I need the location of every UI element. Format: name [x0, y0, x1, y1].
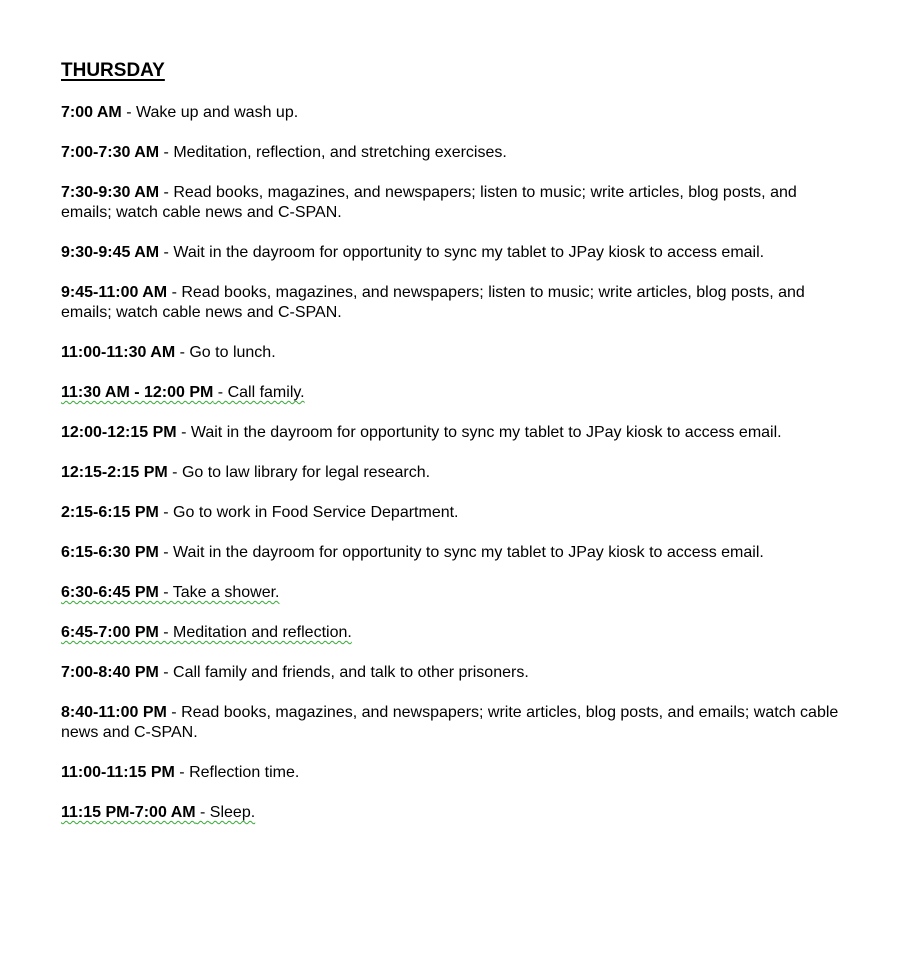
- entry-separator: -: [175, 344, 190, 361]
- entry-separator: -: [195, 804, 210, 821]
- entry-text: Wait in the dayroom for opportunity to sync my tablet to JPay kiosk to access email.: [173, 244, 765, 261]
- entry-time: 12:00-12:15 PM: [61, 424, 177, 441]
- schedule-entry-8: [61, 463, 851, 483]
- entry-separator: -: [158, 664, 174, 681]
- schedule-entry-14: [61, 703, 851, 743]
- entry-text: Call family.: [227, 384, 305, 401]
- entry-time: 9:30-9:45 AM: [61, 244, 160, 261]
- entry-time: 7:30-9:30 AM: [61, 184, 160, 201]
- schedule-entry-13: [61, 663, 851, 683]
- entry-separator: -: [158, 504, 174, 521]
- entry-text: Read books, magazines, and newspapers; write articles, blog posts, and emails; watch cable news and C-SPAN.: [61, 704, 839, 741]
- schedule-entry-0: [61, 103, 851, 123]
- entry-text: Wait in the dayroom for opportunity to sync my tablet to JPay kiosk to access email.: [173, 544, 764, 561]
- schedule-entry-6: [61, 383, 851, 403]
- document-page: [61, 59, 851, 843]
- entry-text: Wait in the dayroom for opportunity to sync my tablet to JPay kiosk to access email.: [190, 424, 782, 441]
- entry-separator: -: [158, 584, 173, 601]
- entry-time: 9:45-11:00 AM: [61, 284, 168, 301]
- schedule-entry-7: [61, 423, 851, 443]
- entry-text: Call family and friends, and talk to other prisoners.: [173, 664, 529, 681]
- day-heading: THURSDAY: [61, 60, 165, 81]
- entry-separator: -: [159, 184, 174, 201]
- entry-time: 7:00 AM: [61, 104, 122, 121]
- schedule-entry-11: [61, 583, 851, 603]
- entry-text: Go to lunch.: [189, 344, 276, 361]
- entry-time: 6:45-7:00 PM: [61, 624, 159, 641]
- entry-separator: -: [158, 624, 174, 641]
- entry-text: Read books, magazines, and newspapers; listen to music; write articles, blog posts, and emails; watch cable news and C-SPAN.: [61, 284, 805, 321]
- entry-separator: -: [213, 384, 228, 401]
- schedule-entry-15: [61, 763, 851, 783]
- entry-time: 11:30 AM - 12:00 PM: [61, 384, 214, 401]
- entry-text: Sleep.: [209, 804, 256, 821]
- spellcheck-underline: [61, 804, 255, 821]
- entry-separator: -: [167, 284, 182, 301]
- spellcheck-underline: [61, 584, 280, 601]
- entry-separator: -: [121, 104, 136, 121]
- spellcheck-underline: [61, 624, 352, 641]
- entry-text: Wake up and wash up.: [135, 104, 299, 121]
- entry-text: Go to law library for legal research.: [181, 464, 431, 481]
- entry-time: 6:15-6:30 PM: [61, 544, 159, 561]
- entry-time: 6:30-6:45 PM: [61, 584, 159, 601]
- entry-time: 11:15 PM-7:00 AM: [61, 804, 196, 821]
- entry-separator: -: [158, 544, 174, 561]
- schedule-entry-12: [61, 623, 851, 643]
- schedule-entry-3: [61, 243, 851, 263]
- schedule-entry-1: [61, 143, 851, 163]
- schedule-entry-10: [61, 543, 851, 563]
- schedule-entry-5: [61, 343, 851, 363]
- entry-time: 8:40-11:00 PM: [61, 704, 167, 721]
- schedule-entry-4: [61, 283, 851, 323]
- entry-time: 7:00-8:40 PM: [61, 664, 159, 681]
- entry-separator: -: [166, 704, 182, 721]
- entry-text: Meditation, reflection, and stretching exercises.: [173, 144, 507, 161]
- spellcheck-underline: [61, 384, 305, 401]
- entry-time: 7:00-7:30 AM: [61, 144, 160, 161]
- entry-separator: -: [176, 424, 191, 441]
- entry-separator: -: [159, 144, 174, 161]
- entry-text: Read books, magazines, and newspapers; listen to music; write articles, blog posts, and emails; watch cable news and C-SPAN.: [61, 184, 797, 221]
- entry-separator: -: [174, 764, 190, 781]
- entry-text: Take a shower.: [172, 584, 280, 601]
- schedule-entry-9: [61, 503, 851, 523]
- entry-text: Meditation and reflection.: [173, 624, 352, 641]
- entry-time: 11:00-11:30 AM: [61, 344, 176, 361]
- entry-time: 2:15-6:15 PM: [61, 504, 159, 521]
- schedule-entry-2: [61, 183, 851, 223]
- entry-time: 11:00-11:15 PM: [61, 764, 175, 781]
- schedule-entry-16: [61, 803, 851, 823]
- entry-text: Go to work in Food Service Department.: [173, 504, 459, 521]
- entry-text: Reflection time.: [189, 764, 300, 781]
- entry-time: 12:15-2:15 PM: [61, 464, 168, 481]
- entry-separator: -: [167, 464, 182, 481]
- entry-separator: -: [159, 244, 174, 261]
